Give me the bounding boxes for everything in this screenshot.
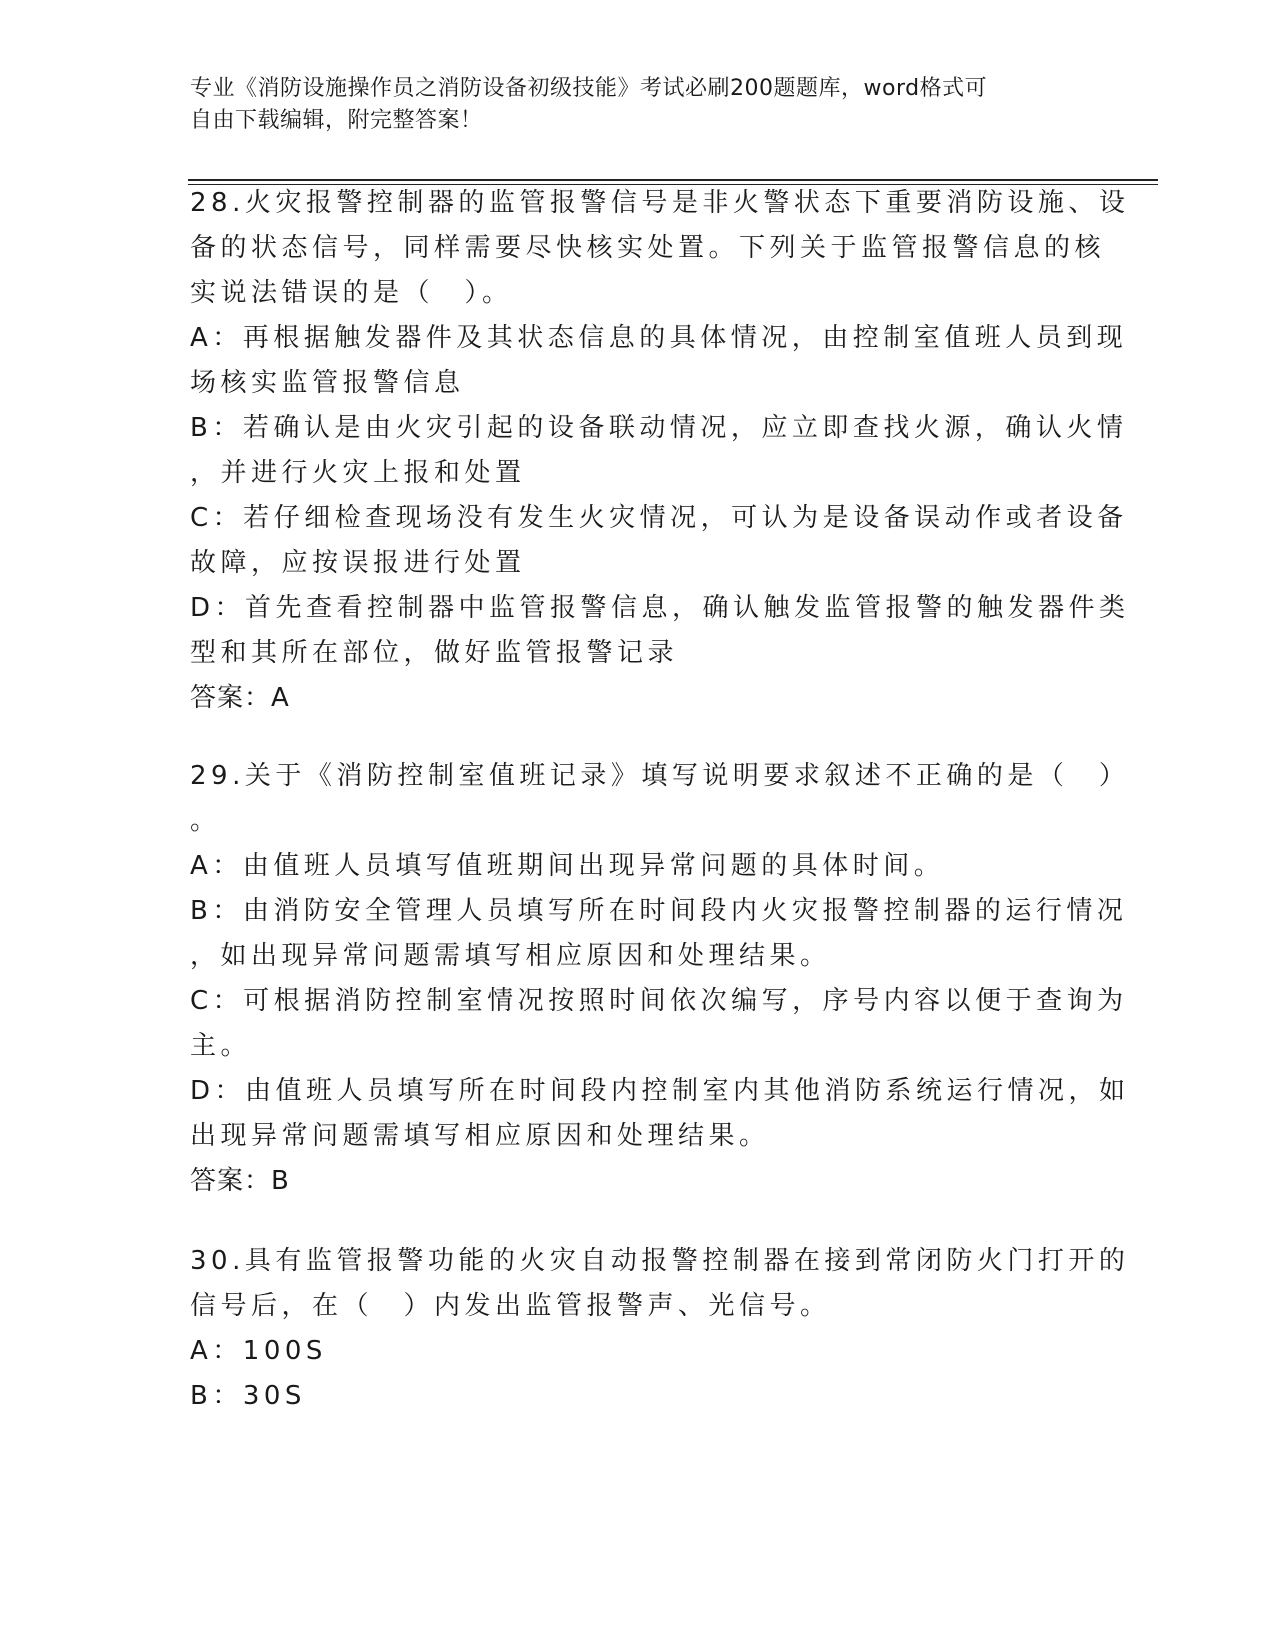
q28-option-b-line-1: B：若确认是由火灾引起的设备联动情况，应立即查找火源，确认火情 [190, 413, 1128, 443]
q28-option-d-line-1: D：首先查看控制器中监管报警信息，确认触发监管报警的触发器件类 [190, 593, 1130, 623]
q28-stem-line-3: 实说法错误的是（ ）。 [190, 278, 513, 308]
question-28 [190, 181, 1130, 721]
header-line-1: 专业《消防设施操作员之消防设备初级技能》考试必刷200题题库，word格式可 [190, 76, 988, 101]
question-29 [190, 754, 1130, 1204]
q29-option-a-line-1: A：由值班人员填写值班期间出现异常问题的具体时间。 [190, 851, 945, 881]
q29-option-d-line-2: 出现异常问题需填写相应原因和处理结果。 [190, 1121, 770, 1151]
q30-stem-line-1: 30.具有监管报警功能的火灾自动报警控制器在接到常闭防火门打开的 [190, 1246, 1130, 1276]
q28-answer: 答案：A [190, 683, 290, 713]
q29-stem-line-1: 29.关于《消防控制室值班记录》填写说明要求叙述不正确的是（ ） [190, 761, 1130, 791]
q28-option-a-line-1: A：再根据触发器件及其状态信息的具体情况，由控制室值班人员到现 [190, 323, 1128, 353]
q28-option-d-line-2: 型和其所在部位，做好监管报警记录 [190, 638, 679, 668]
q29-option-b-line-1: B：由消防安全管理人员填写所在时间段内火灾报警控制器的运行情况 [190, 896, 1128, 926]
q29-option-b-line-2: ，如出现异常问题需填写相应原因和处理结果。 [190, 941, 831, 971]
question-30 [190, 1239, 1130, 1419]
q28-option-a-line-2: 场核实监管报警信息 [190, 368, 465, 398]
q29-option-c-line-2: 主。 [190, 1031, 252, 1061]
q30-stem-line-2: 信号后，在（ ）内发出监管报警声、光信号。 [190, 1291, 831, 1321]
q29-option-d-line-1: D：由值班人员填写所在时间段内控制室内其他消防系统运行情况，如 [190, 1076, 1130, 1106]
header-line-2: 自由下载编辑，附完整答案！ [190, 108, 483, 133]
q28-option-c-line-2: 故障，应按误报进行处置 [190, 548, 526, 578]
q28-stem-line-1: 28.火灾报警控制器的监管报警信号是非火警状态下重要消防设施、设 [190, 188, 1130, 218]
q28-option-b-line-2: ，并进行火灾上报和处置 [190, 458, 526, 488]
q28-option-c-line-1: C：若仔细检查现场没有发生火灾情况，可认为是设备误动作或者设备 [190, 503, 1128, 533]
document-header [190, 73, 1090, 137]
q29-answer: 答案：B [190, 1166, 290, 1196]
q30-option-b-line-1: B：30S [190, 1381, 306, 1411]
q30-option-a-line-1: A：100S [190, 1336, 327, 1366]
q29-option-c-line-1: C：可根据消防控制室情况按照时间依次编写，序号内容以便于查询为 [190, 986, 1128, 1016]
q28-stem-line-2: 备的状态信号，同样需要尽快核实处置。下列关于监管报警信息的核 [190, 233, 1106, 263]
q29-stem-line-2: 。 [190, 806, 221, 836]
